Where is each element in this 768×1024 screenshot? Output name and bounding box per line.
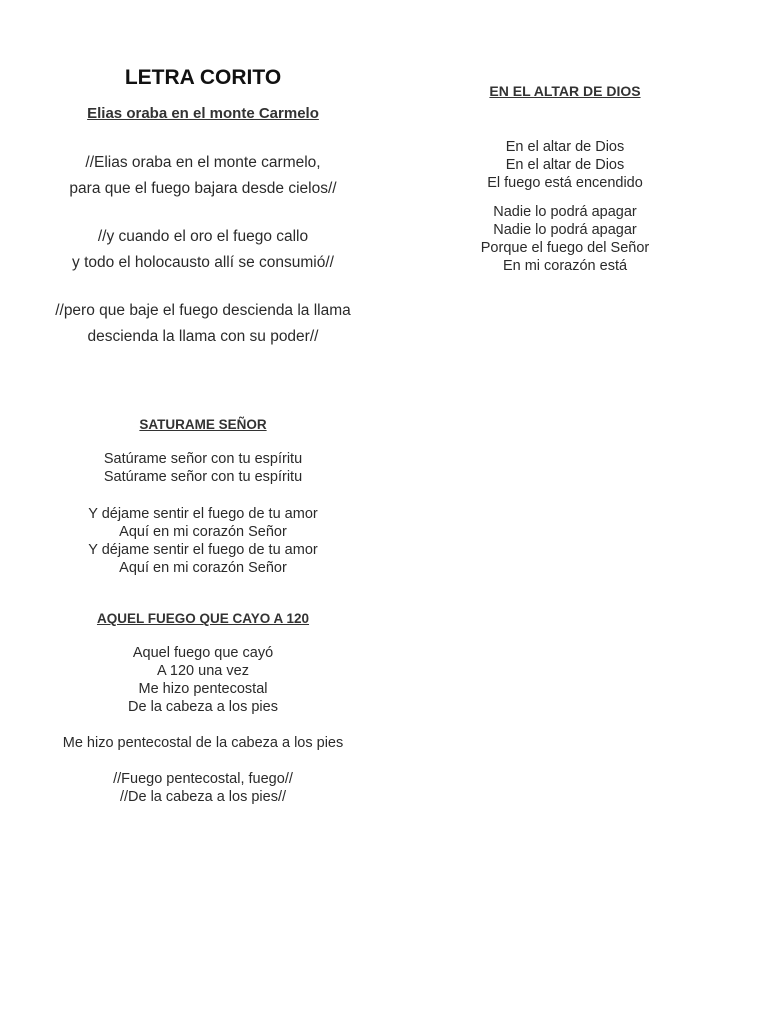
lyric-line: //pero que baje el fuego descienda la llama [55, 302, 351, 319]
lyric-line: Satúrame señor con tu espíritu [103, 469, 303, 485]
lyric-line: Porque el fuego del Señor [480, 240, 650, 256]
lyric-line: para que el fuego bajara desde cielos// [69, 180, 337, 197]
song-title-saturame: SATURAME SEÑOR [139, 417, 267, 432]
lyric-line: En mi corazón está [502, 258, 628, 274]
lyric-line: De la cabeza a los pies [128, 699, 278, 715]
lyric-line: En el altar de Dios [505, 157, 625, 173]
song-title-elias: Elias oraba en el monte Carmelo [87, 105, 319, 122]
lyric-line: //De la cabeza a los pies// [119, 789, 287, 805]
lyric-line: Y déjame sentir el fuego de tu amor [88, 542, 318, 558]
song-altar-stanza-1 [440, 138, 690, 192]
lyric-line: Me hizo pentecostal de la cabeza a los pies [62, 735, 344, 751]
song-elias-stanza-2 [40, 224, 366, 276]
page-title: LETRA CORITO [124, 66, 282, 89]
lyric-line: En el altar de Dios [505, 139, 625, 155]
lyric-line: El fuego está encendido [487, 175, 643, 191]
lyric-line: Y déjame sentir el fuego de tu amor [88, 506, 318, 522]
lyric-line: A 120 una vez [157, 663, 249, 679]
song-elias-stanza-3 [40, 298, 366, 350]
song-title-altar: EN EL ALTAR DE DIOS [489, 83, 641, 99]
lyric-line: y todo el holocausto allí se consumió// [72, 254, 334, 271]
song-altar-stanza-2 [440, 203, 690, 275]
lyric-line: Nadie lo podrá apagar [493, 222, 637, 238]
lyric-line: //Fuego pentecostal, fuego// [113, 771, 293, 787]
song-aquel-fuego-stanza-3 [40, 770, 366, 806]
lyric-line: Me hizo pentecostal [138, 681, 268, 697]
song-elias-stanza-1 [40, 150, 366, 202]
lyric-line: Aquel fuego que cayó [132, 645, 274, 661]
song-aquel-fuego-stanza-2 [40, 734, 366, 752]
lyric-line: Aquí en mi corazón Señor [119, 524, 287, 540]
song-title-aquel-fuego: AQUEL FUEGO QUE CAYO A 120 [96, 611, 310, 626]
lyric-line: descienda la llama con su poder// [87, 328, 319, 345]
lyric-line: Satúrame señor con tu espíritu [103, 451, 303, 467]
lyric-line: //y cuando el oro el fuego callo [97, 228, 309, 245]
song-saturame-stanza-2 [40, 505, 366, 577]
lyric-line: //Elias oraba en el monte carmelo, [85, 154, 321, 171]
lyric-line: Aquí en mi corazón Señor [119, 560, 287, 576]
song-aquel-fuego-stanza-1 [40, 644, 366, 716]
song-saturame-stanza-1 [40, 450, 366, 486]
lyric-line: Nadie lo podrá apagar [493, 204, 637, 220]
